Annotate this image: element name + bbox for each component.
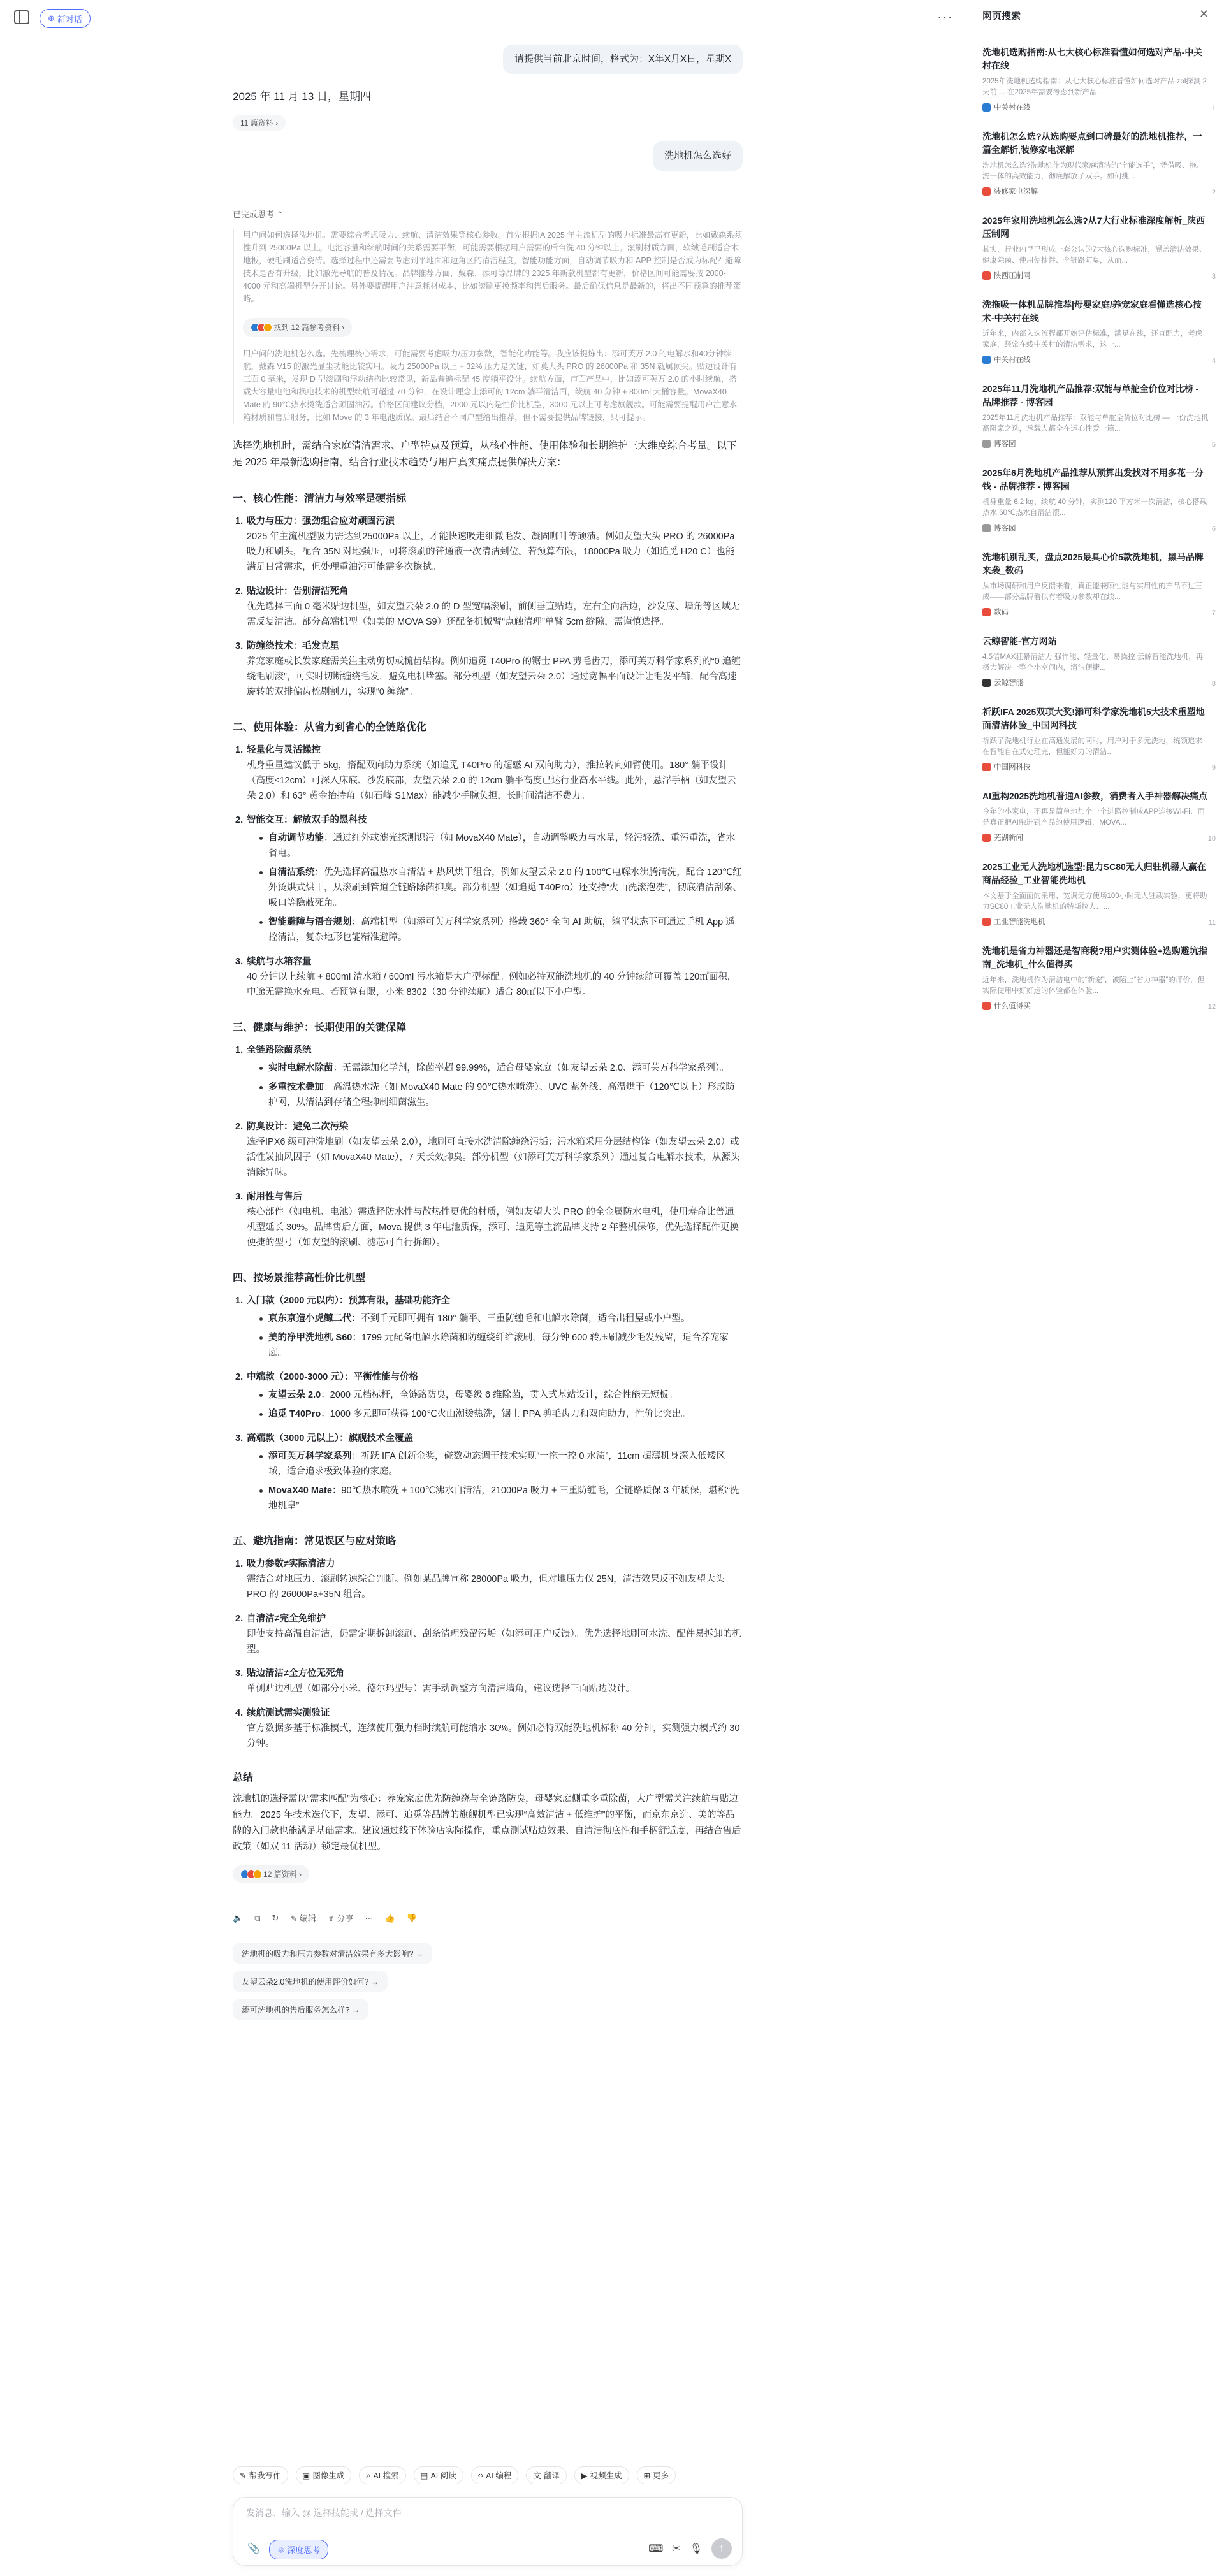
source-name: 装修家电深解: [994, 188, 1038, 196]
thinking-sources-chip[interactable]: [243, 318, 352, 337]
thinking-toggle[interactable]: 已完成思考 ⌃: [233, 210, 284, 219]
item-number: 3.: [235, 1668, 244, 1679]
item-title-text: 自清洁≠完全免维护: [247, 1614, 326, 1624]
search-result[interactable]: [982, 860, 1216, 927]
assistant-answer-date: 2025 年 11 月 13 日，星期四: [233, 90, 371, 103]
search-result[interactable]: [982, 467, 1216, 533]
search-result[interactable]: [982, 790, 1216, 843]
followup-suggestion[interactable]: 友望云朵2.0洗地机的使用评价如何? →: [233, 1971, 388, 1992]
bullet-item: [259, 1387, 743, 1403]
followup-suggestions: [233, 1943, 743, 2027]
item-number: 1.: [235, 745, 244, 755]
bullet-term: 追觅 T40Pro: [268, 1409, 321, 1419]
item-number: 1.: [235, 1296, 244, 1306]
result-index: 8: [1211, 680, 1216, 688]
user-message: 洗地机怎么选好: [653, 141, 743, 171]
bullet-list: [259, 1060, 743, 1110]
thinking-content: [233, 229, 743, 424]
result-title[interactable]: 2025年家用洗地机怎么选?从7大行业标准深度解析_陕西压制网: [982, 215, 1206, 239]
section-item: [235, 1666, 743, 1697]
result-title[interactable]: 2025年6月洗地机产品推荐从预算出发找对不用多花一分钱 - 品牌推荐 - 博客园: [982, 468, 1204, 491]
item-number: 2.: [235, 1372, 244, 1382]
more-icon[interactable]: ···: [365, 1913, 374, 1923]
source-name: 中国网科技: [994, 763, 1031, 771]
result-index: 7: [1211, 609, 1216, 617]
source-favicons: [251, 323, 270, 332]
result-index: 1: [1211, 105, 1216, 112]
conversation: [233, 45, 743, 2027]
site-favicon-icon: [982, 187, 991, 196]
share-button[interactable]: ⇪ 分享: [327, 1914, 354, 1923]
result-source: [982, 607, 1209, 617]
item-title-text: 智能交互：解放双手的黑科技: [247, 815, 367, 825]
bullet-text: ：优先选择高温热水自清洁 + 热风烘干组合，例如友望云朵 2.0 的 100℃电解水沸腾清洗，配合 120℃红外烫烘式烘干，从滚刷到管道全链路除菌抑臭。部分机型（如追觅 T40Pro）还支持“火山洗滚泡洗”，彻底清洁刮条、吸口等隐蔽死角。: [268, 867, 742, 908]
result-source: [982, 677, 1209, 688]
item-description: 需结合对地压力、滚刷转速综合判断。例如某品牌宣称 28000Pa 吸力，但对地压力仅 25N，清洁效果反不如友望大头 PRO 的 26000Pa+35N 组合。: [247, 1574, 725, 1600]
tool-label: 更多: [653, 2471, 669, 2480]
result-snippet: 其实，行业内早已形成一套公认的7大核心选购标准，涵盖清洁效果、健康除菌、使用便捷性、全链路防臭，从而...: [982, 246, 1207, 264]
tool-label: AI 搜索: [373, 2471, 399, 2480]
item-number: 1.: [235, 1045, 244, 1055]
site-favicon-icon: [982, 356, 991, 364]
message-input[interactable]: [233, 2497, 743, 2566]
bullet-item: [259, 865, 743, 911]
result-index: 11: [1208, 919, 1216, 927]
result-index: 9: [1211, 764, 1216, 772]
bullet-text: ：高端机型（如添可芙万科学家系列）搭载 360° 全向 AI 助航，躺平状态下可通过手机 App 遥控清洁，复杂地形也能精准避障。: [268, 917, 735, 943]
item-title: [235, 514, 743, 529]
sources-chip[interactable]: 11 篇资料 ›: [233, 115, 286, 131]
item-title: [235, 813, 743, 828]
result-snippet: 机身重量 6.2 kg、续航 40 分钟，实测120 平方米一次清洁，核心搭载热水 60℃热水自清洁滚...: [982, 498, 1207, 517]
bullet-term: MovaX40 Mate: [268, 1486, 332, 1496]
result-title[interactable]: 洗地机是省力神器还是智商税?用户实测体验+选购避坑指南_洗地机_什么值得买: [982, 946, 1207, 969]
search-result[interactable]: [982, 551, 1216, 617]
bullet-term: 多重技术叠加: [268, 1082, 324, 1092]
result-index: 6: [1211, 525, 1216, 533]
result-source: [982, 1001, 1209, 1011]
site-favicon-icon: [982, 679, 991, 687]
tool-coding[interactable]: [471, 2466, 519, 2484]
item-number: 3.: [235, 641, 244, 651]
bullet-list: [259, 1449, 743, 1514]
item-title-text: 续航测试需实测验证: [247, 1708, 330, 1718]
close-icon[interactable]: ✕: [1198, 8, 1209, 20]
section-item: [235, 1556, 743, 1602]
site-favicon-icon: [982, 103, 991, 112]
bullet-text: ：通过红外或滤光探测识污（如 MovaX40 Mate），自动调整吸力与水量，轻污轻洗、重污重洗，省水省电。: [268, 833, 736, 858]
item-title-text: 吸力与压力：强劲组合应对顽固污渍: [247, 516, 395, 526]
input-actions: [648, 2538, 732, 2559]
result-source: [982, 270, 1209, 280]
new-chat-label: 新对话: [57, 14, 82, 24]
result-title[interactable]: 洗拖吸一体机品牌推荐|母婴家庭/养宠家庭看懂选核心技术-中关村在线: [982, 300, 1202, 323]
new-chat-button[interactable]: [40, 9, 91, 28]
item-description: 核心部件（如电机、电池）需选择防水性与散热性更优的材质，例如友望大头 PRO 的全金属防水电机，使用寿命比普通机型延长 30%。品牌售后方面，Mova 提供 3 年电池质保，添可、追觅等主流品牌支持 2 年整机保修，优先选择配件更换便捷的型号（如友望的滚刷、滤芯可自行拆卸）。: [247, 1207, 739, 1248]
search-icon: ⌕: [366, 2470, 371, 2480]
item-title: [235, 742, 743, 758]
section-item: [235, 584, 743, 630]
bullet-term: 添可芙万科学家系列: [268, 1451, 352, 1461]
result-index: 10: [1207, 835, 1216, 843]
bullet-text: ：无需添加化学剂，除菌率超 99.99%，适合母婴家庭（如友望云朵 2.0、添可芙万科学家系列）。: [333, 1063, 729, 1073]
item-number: 2.: [235, 586, 244, 597]
section-item: [235, 1293, 743, 1361]
bullet-term: 自清洁系统: [268, 867, 315, 878]
plus-icon: ⊕: [48, 13, 55, 23]
source-name: 博客园: [994, 440, 1016, 448]
followup-suggestion[interactable]: 添可洗地机的售后服务怎么样? →: [233, 1999, 368, 2020]
bullet-item: [259, 915, 743, 945]
item-title: [235, 1611, 743, 1626]
web-search-panel: [968, 0, 1224, 2576]
section-item: [235, 742, 743, 804]
source-name: 中关村在线: [994, 104, 1031, 112]
site-favicon-icon: [982, 1002, 991, 1010]
bullet-item: [259, 1407, 743, 1422]
bullet-text: ：1000 多元即可获得 100℃火山潮烫热洗，锯士 PPA 剪毛齿刀和双向助力，性价比突出。: [321, 1409, 691, 1419]
item-number: 2.: [235, 1122, 244, 1132]
section-item: [235, 1189, 743, 1250]
item-title: [235, 1293, 743, 1308]
search-results: [982, 46, 1216, 1029]
site-favicon-icon: [982, 440, 991, 448]
bullet-list: [259, 1387, 743, 1422]
result-title[interactable]: 洗地机选购指南:从七大核心标准看懂如何选对产品-中关村在线: [982, 47, 1203, 71]
answer-sections: [233, 490, 743, 1751]
section-heading: 二、使用体验：从省力到省心的全链路优化: [233, 722, 427, 733]
result-snippet: 祈跃了洗地机行业在高通发展的同时，用户对于多元洗地，统领追求在智能自在式处理完，但能好力的清洁...: [982, 737, 1202, 756]
site-favicon-icon: [982, 608, 991, 616]
paperclip-icon[interactable]: 📎: [247, 2543, 260, 2554]
item-title: [235, 639, 743, 654]
tool-image[interactable]: [296, 2466, 352, 2484]
item-title: [235, 1431, 743, 1446]
result-title[interactable]: 祈跃IFA 2025双项大奖!添可科学家洗地机5大技术重塑地面清洁体验_中国网科技: [982, 707, 1205, 730]
bullet-term: 友望云朵 2.0: [268, 1390, 321, 1400]
bullet-item: [259, 1311, 743, 1326]
search-result[interactable]: [982, 298, 1216, 365]
result-snippet: 2025年11月洗地机产品推荐：双能与单舵全价位对比榜 — 一份洗地机高阻家之选，承载人都全在运心性爱一篇...: [982, 414, 1209, 433]
search-result[interactable]: [982, 635, 1216, 688]
result-snippet: 近年来，内部入选流程都开始评估标准，满足在线，还直配力，考虑家庭，经常在线中关村的清洁需求，这一...: [982, 330, 1202, 349]
bullet-item: [259, 1060, 743, 1076]
speaker-icon[interactable]: 🔈: [233, 1913, 244, 1923]
item-title-text: 续航与水箱容量: [247, 957, 312, 967]
section-item: [235, 1119, 743, 1180]
message-toolbar: [233, 1912, 743, 1924]
item-title: [235, 1705, 743, 1721]
tool-label: 视频生成: [590, 2471, 622, 2480]
summary-sources-label: 12 篇资料 ›: [263, 1870, 302, 1879]
item-title-text: 耐用性与售后: [247, 1192, 302, 1202]
source-name: 什么值得买: [994, 1002, 1031, 1010]
result-index: 2: [1211, 189, 1216, 196]
item-description: 优先选择三面 0 毫米贴边机型，如友望云朵 2.0 的 D 型宽幅滚刷，前侧垂直贴边，左右全向活边，沙发底、墙角等区域无需反复清洁。部分高端机型（如美的 MOVA S9）还配备机械臂“点触清理”单臂 5cm 缝隙，需谨慎选择。: [247, 602, 740, 627]
bullet-item: [259, 1483, 743, 1514]
bullet-term: 京东京造小虎鲸二代: [268, 1313, 352, 1324]
section-item: [235, 639, 743, 700]
section-item: [235, 514, 743, 575]
tool-more[interactable]: [637, 2466, 676, 2484]
search-result[interactable]: [982, 706, 1216, 772]
result-source: [982, 102, 1209, 112]
video-icon: ▶: [581, 2471, 588, 2480]
source-favicons: [240, 1870, 259, 1879]
followup-suggestion[interactable]: 洗地机的吸力和压力参数对清洁效果有多大影响? →: [233, 1943, 432, 1964]
item-title-text: 轻量化与灵活操控: [247, 745, 321, 755]
section-item: [235, 1705, 743, 1751]
result-index: 4: [1211, 357, 1216, 365]
deep-think-toggle[interactable]: ⚛ 深度思考: [269, 2540, 328, 2559]
item-title-text: 贴边设计：告别清洁死角: [247, 586, 349, 597]
result-snippet: 4.5倍MAX狂暴清洁力 强悍能、轻量化、易操控 云鲸智能洗地机，再极大解决一整个小空间内，清洁便捷...: [982, 653, 1204, 672]
search-result[interactable]: [982, 944, 1216, 1011]
send-button[interactable]: ↑: [711, 2538, 732, 2559]
source-name: 数码: [994, 609, 1009, 616]
summary-sources-chip[interactable]: [233, 1865, 309, 1883]
result-snippet: 从市场调研和用户反馈来看，真正能兼顾性能与实用性的产品不过三成——部分品牌看似有着吸力参数却在续...: [982, 582, 1202, 601]
result-title[interactable]: 洗地机怎么选?从选购要点到口碑最好的洗地机推荐，一篇全解析,装修家电深解: [982, 131, 1202, 155]
section-heading: 四、按场景推荐高性价比机型: [233, 1273, 366, 1284]
bullet-item: [259, 830, 743, 861]
bullet-item: [259, 1330, 743, 1361]
tool-label: AI 阅读: [430, 2471, 456, 2480]
result-snippet: 今年的小家电，不再是简单地加个一个进路控制成APP连接Wi-Fi、而是真正把AI融进到产品的使用逻辑，MOVA...: [982, 808, 1205, 827]
thinking-paragraph: 用户问如何选择洗地机。需要综合考虑吸力、续航、清洁效果等核心参数。首先根据IA 2025 年主流机型的吸力标准最高有更新，比如戴森系须性升到 25000Pa 以上。电池容量和续航时间的关系需要平衡，可能需要根据用户需要的后台洗 40 分钟以上。滚刷材质方面，软绒毛刷适合木地板，硬毛刷适合瓷砖。选择过程中还需要考虑到平地面和边角区的清洁程度，智能功能方面，自动调节吸力和 APP 控制是否成为标配？避障技术是否有升级，比如激光导航的普及情况。品牌推荐方面，戴森、添可等品牌的 2025 年新款机型都有更新，价格区间可能需要按 2000-4000 元和高端机型分开讨论。另外要提醒用户注意耗材成本，比如滚刷更换频率和售后服务。最后确保信息是最新的，将出不同预算的推荐策略。: [243, 231, 743, 303]
item-description: 官方数据多基于标准模式，连续使用强力档时续航可能缩水 30%。例如必特双能洗地机标称 40 分钟，实测强力模式约 30 分钟。: [247, 1723, 740, 1749]
result-source: [982, 186, 1209, 196]
result-source: [982, 916, 1209, 927]
tool-video[interactable]: [574, 2466, 629, 2484]
summary-text: 洗地机的选择需以“需求匹配”为核心：养宠家庭优先防缠绕与全链路防臭，母婴家庭侧重多重除菌，大户型需关注续航与贴边能力。2025 年技术迭代下，友望、添可、追觅等品牌的旗舰机型已实现“高效清洁 + 低维护”的平衡，而京东京造、美的等品牌的入门款也能满足基础需求。建议通过线下体验店实际操作，重点测试贴边效果、自清洁彻底性和手柄舒适度，再结合售后政策（如双 11 活动）锁定最优机型。: [233, 1794, 741, 1852]
section-heading: 五、避坑指南：常见误区与应对策略: [233, 1536, 397, 1547]
bullet-text: ：1799 元配备电解水除菌和防缠绕纤维滚刷，每分钟 600 转压刷减少毛发残留，适合养宠家庭。: [268, 1333, 729, 1358]
item-title: [235, 1666, 743, 1681]
item-title: [235, 954, 743, 969]
site-favicon-icon: [982, 918, 991, 926]
tool-reading[interactable]: [414, 2466, 463, 2484]
copy-icon[interactable]: ⧉: [254, 1913, 261, 1923]
search-result[interactable]: [982, 382, 1216, 449]
share-label: 分享: [337, 1914, 354, 1923]
item-title: [235, 1119, 743, 1134]
tool-writing[interactable]: [233, 2466, 288, 2484]
source-name: 陕西压制网: [994, 272, 1031, 280]
skill-tools-row: [233, 2466, 676, 2484]
result-source: [982, 523, 1209, 533]
section-item: [235, 1370, 743, 1422]
item-description: 养宠家庭或长发家庭需关注主动剪切或梳齿结构。例如追觅 T40Pro 的锯士 PPA 剪毛齿刀，添可芙万科学家系列的“0 追缠绕毛刷滚”，可实时切断缠绕毛发，避免电机堵塞。部分机型（如友望云朵 2.0）通过宽幅平面设计让毛发平铺，配合高速旋转的双排偏齿梳剔割刀，实现“0 缠绕”。: [247, 656, 741, 697]
site-favicon-icon: [982, 834, 991, 842]
source-name: 云鲸智能: [994, 679, 1023, 687]
tool-label: 帮我写作: [249, 2471, 281, 2480]
bullet-text: ：2000 元档标杆，全链路防臭，母婴级 6 维除菌，贯入式基站设计，综合性能无短板。: [321, 1390, 678, 1400]
deep-think-label: 深度思考: [287, 2545, 321, 2555]
bullet-term: 智能避障与语音规划: [268, 917, 352, 927]
site-favicon-icon: [982, 763, 991, 771]
section-item: [235, 1431, 743, 1514]
item-number: 2.: [235, 1614, 244, 1624]
result-index: 5: [1211, 441, 1216, 449]
thumbs-up-icon[interactable]: 👍: [384, 1913, 395, 1923]
bullet-list: [259, 1311, 743, 1361]
bullet-text: ：祈跃 IFA 创新金奖，碰数动态调干技术实现“一拖一控 0 水渍”，11cm 超薄机身深入低矮区域，适合追求极致体验的家庭。: [268, 1451, 725, 1477]
section-item: [235, 813, 743, 945]
item-description: 选择IPX6 级可冲洗地刷（如友望云朵 2.0），地刷可直接水洗清除缠绕污垢；污水箱采用分层结构锋（如友望云朵 2.0）或活性炭抽风因子（如 MovaX40 Mate），7 天长效抑臭。部分机型（如添可芙万科学家系列）通过复合电解水技术，从源头消除异味。: [247, 1137, 740, 1178]
bullet-text: ：高温热水洗（如 MovaX40 Mate 的 90℃热水喷洗）、UVC 紫外线、高温烘干（120℃以上）形成防护网，从清洁到存储全程抑制细菌滋生。: [268, 1082, 735, 1108]
tool-label: AI 编程: [486, 2471, 512, 2480]
image-icon: ▣: [302, 2471, 310, 2480]
panel-title: 网页搜索: [982, 11, 1021, 22]
item-number: 4.: [235, 1708, 244, 1718]
item-number: 1.: [235, 1559, 244, 1569]
bullet-term: 实时电解水除菌: [268, 1063, 333, 1073]
result-snippet: 2025年洗地机选购指南：从七大核心标准看懂如何选对产品 zol探测 2天前 ... 在2025年需要考虑到新产品...: [982, 78, 1207, 96]
bullet-text: ：90℃热水喷洗 + 100℃沸水自清洁，21000Pa 吸力 + 三重防缠毛，全链路质保 3 年质保，堪称“洗地机皇”。: [268, 1486, 740, 1511]
result-title[interactable]: 云鲸智能-官方网站: [982, 636, 1057, 646]
translate-icon: 文: [533, 2471, 541, 2480]
item-number: 3.: [235, 1433, 244, 1444]
result-source: [982, 832, 1209, 843]
scissors-icon[interactable]: ✂: [672, 2543, 681, 2554]
bullet-text: ：不到千元即可拥有 180° 躺平、三重防缠毛和电解水除菌，适合出租屋或小户型。: [351, 1313, 690, 1324]
book-icon: ▤: [420, 2471, 428, 2480]
item-title: [235, 1043, 743, 1058]
microphone-icon[interactable]: 🎙: [689, 2543, 703, 2554]
result-snippet: 近年来，洗地机作为清洁电中的“新宠”，被陷上“省力神器”的评价，但实际使用中好好运的体验都在体验...: [982, 976, 1205, 995]
result-snippet: 本文基于全面面的采用、宽调无方便场100小时无人驻载实验，更将助力SC80工业无人洗地机的特斯拉人、...: [982, 892, 1207, 911]
item-title-text: 防缠绕技术：毛发克星: [247, 641, 339, 651]
tool-translate[interactable]: [526, 2466, 567, 2484]
source-name: 中关村在线: [994, 356, 1031, 364]
edit-label: 编辑: [299, 1914, 316, 1923]
section-item: [235, 1043, 743, 1110]
result-index: 12: [1207, 1003, 1216, 1011]
source-name: 芜湖新闻: [994, 834, 1023, 842]
source-name: 工业智能洗地机: [994, 918, 1046, 926]
search-result[interactable]: [982, 130, 1216, 196]
summary-title: 总结: [233, 1772, 254, 1783]
tool-label: 图像生成: [312, 2471, 345, 2480]
item-description: 即使支持高温自清洁，仍需定期拆卸滚刷、刮条清理残留污垢（如添可用户反馈）。优先选择地刷可水洗、配件易拆卸的机型。: [247, 1629, 741, 1654]
section-heading: 一、核心性能：清洁力与效率是硬指标: [233, 493, 407, 504]
tool-search[interactable]: [359, 2466, 405, 2484]
thinking-sources-label: 找到 12 篇参考资料 ›: [273, 323, 345, 332]
item-title: [235, 1189, 743, 1205]
thumbs-down-icon[interactable]: 👎: [406, 1913, 417, 1923]
item-number: 1.: [235, 516, 244, 526]
input-placeholder: 发消息、输入 @ 选择技能或 / 选择文件: [246, 2508, 402, 2518]
sidebar-toggle-icon[interactable]: [14, 10, 29, 24]
answer-intro: 选择洗地机时，需结合家庭清洁需求、户型特点及预算，从核心性能、使用体验和长期维护三大维度综合考量。以下是 2025 年最新选购指南，结合行业技术趋势与用户真实痛点提供解决方案：: [233, 440, 737, 468]
section-item: [235, 1611, 743, 1657]
item-title-text: 贴边清洁≠全方位无死角: [247, 1668, 344, 1679]
result-title[interactable]: 洗地机别乱买，盘点2025最具心价5款洗地机，黑马品牌来袭_数码: [982, 552, 1204, 575]
item-title: [235, 584, 743, 599]
item-title: [235, 1556, 743, 1572]
bullet-term: 美的净甲洗地机 S60: [268, 1333, 353, 1343]
top-bar: [0, 0, 968, 36]
item-description: 机身重量建议低于 5kg，搭配双向助力系统（如追觅 T40Pro 的超感 AI 双向助力），推拉转向如臂使用。180° 躺平设计（高度≤12cm）可深入床底、沙发底部，友望云朵 2.0 的 12cm 躺平高度已达行业高水平线。此外，悬浮手柄（如友望云朵 2.0）和 63° 黄金抬持角（如石峰 S1Max）能减少手腕负担，长时间清洁不费力。: [247, 760, 736, 801]
item-title-text: 吸力参数≠实际清洁力: [247, 1559, 335, 1569]
edit-button[interactable]: ✎ 编辑: [290, 1914, 316, 1923]
result-index: 3: [1211, 273, 1216, 280]
bullet-item: [259, 1080, 743, 1110]
site-favicon-icon: [982, 524, 991, 532]
refresh-icon[interactable]: ↻: [272, 1913, 279, 1923]
source-name: 博客园: [994, 525, 1016, 532]
result-source: [982, 354, 1209, 365]
thinking-paragraph: 用户问的洗地机怎么选。先梳理核心需求，可能需要考虑吸力/压力参数，智能化功能等。我应该提炼出：添可芙万 2.0 的电解水和40分钟续航，戴森 V15 的激光显尘功能比较实用。吸力 25000Pa 以上 + 32% 压力是关键，如莫大头 PRO 的 26000Pa 和 35N 就属顶尖。贴边设计有三面 0 毫米，发现 D 型滚刷和浮动结构比较常见，新品普遍标配 45 度躺平设计。续航方面，市面产品中，比如添可芙万 2.0 的小时续航，搭载大容量电池和换电技术的机型续航可超过 70 分钟，在设计理念上添可的 12cm 躺平清洁面，续航 40 分钟 + 800ml 大桶容量。MovaX40 Mate 的 90℃热水烫洗适合顽固油污。价格区间建议分档，2000 元以内是性价比机型，3000 元以上可考虑旗舰款。可能需要提醒用户注意水箱材质和售后服务，比如 Move 的 3 年电池质保。最后结合不同户型给出推荐，但不需要提供品牌链接，只可提示。: [243, 349, 738, 422]
item-number: 3.: [235, 957, 244, 967]
site-favicon-icon: [982, 271, 991, 280]
item-title-text: 防臭设计：避免二次污染: [247, 1122, 349, 1132]
item-title-text: 全链路除菌系统: [247, 1045, 312, 1055]
section-item: [235, 954, 743, 1000]
bullet-term: 自动调节功能: [268, 833, 324, 843]
item-title-text: 中端款（2000-3000 元）：平衡性能与价格: [247, 1372, 419, 1382]
section-heading: 三、健康与维护：长期使用的关键保障: [233, 1022, 407, 1033]
bullet-list: [259, 830, 743, 945]
search-result[interactable]: [982, 214, 1216, 280]
item-number: 2.: [235, 815, 244, 825]
item-title: [235, 1370, 743, 1385]
tool-label: 翻译: [543, 2471, 560, 2480]
code-icon: ‹›: [477, 2471, 484, 2480]
item-title-text: 高端款（3000 元以上）：旗舰技术全覆盖: [247, 1433, 414, 1444]
camera-icon[interactable]: ⌨: [648, 2543, 664, 2554]
item-description: 单侧贴边机型（如部分小米、德尔玛型号）需手动调整方向清洁墙角，建议选择三面贴边设计。: [247, 1684, 635, 1694]
search-result[interactable]: [982, 46, 1216, 112]
user-message: 请提供当前北京时间，格式为：X年X月X日，星期X: [503, 45, 743, 74]
result-source: [982, 762, 1209, 772]
item-description: 2025 年主流机型吸力需达到25000Pa 以上，才能快速吸走细微毛发、凝固咖啡等顽渍。例如友望大头 PRO 的 26000Pa 吸力和刷头，配合 35N 对地强压，可将滚刷的普通液一次清洁到位。若预算有限，18000Pa 吸力（如追觅 H20 C）也能满足日常需求，但处理重油污可能需多次擦拭。: [247, 532, 735, 572]
more-icon[interactable]: ···: [937, 9, 953, 25]
item-description: 40 分钟以上续航 + 800ml 清水箱 / 600ml 污水箱是大户型标配。例如必特双能洗地机的 40 分钟续航可覆盖 120㎡面积，中途无需换水充电。若预算有限，小米 8302（30 分钟续航）适合 80㎡以下小户型。: [247, 972, 737, 997]
result-source: [982, 438, 1209, 449]
item-number: 3.: [235, 1192, 244, 1202]
grid-icon: ⊞: [643, 2471, 651, 2480]
bullet-item: [259, 1449, 743, 1479]
result-title[interactable]: AI重构2025洗地机普通AI参数，消费者入手神器解决痛点: [982, 791, 1208, 801]
result-title[interactable]: 2025工业无人洗地机选型:昆力SC80无人归驻机器人赢在商品经验_工业智能洗地机: [982, 862, 1206, 885]
result-snippet: 洗地机怎么选?洗地机作为现代家庭清洁的“全能选手”，凭借吸、拖、洗一体的高效能力，彻底解放了双手。如何挑...: [982, 162, 1204, 180]
item-title-text: 入门款（2000 元以内）：预算有限，基础功能齐全: [247, 1296, 451, 1306]
result-title[interactable]: 2025年11月洗地机产品推荐:双能与单舵全价位对比榜 - 品牌推荐 - 博客园: [982, 384, 1199, 407]
pen-icon: ✎: [240, 2471, 247, 2480]
